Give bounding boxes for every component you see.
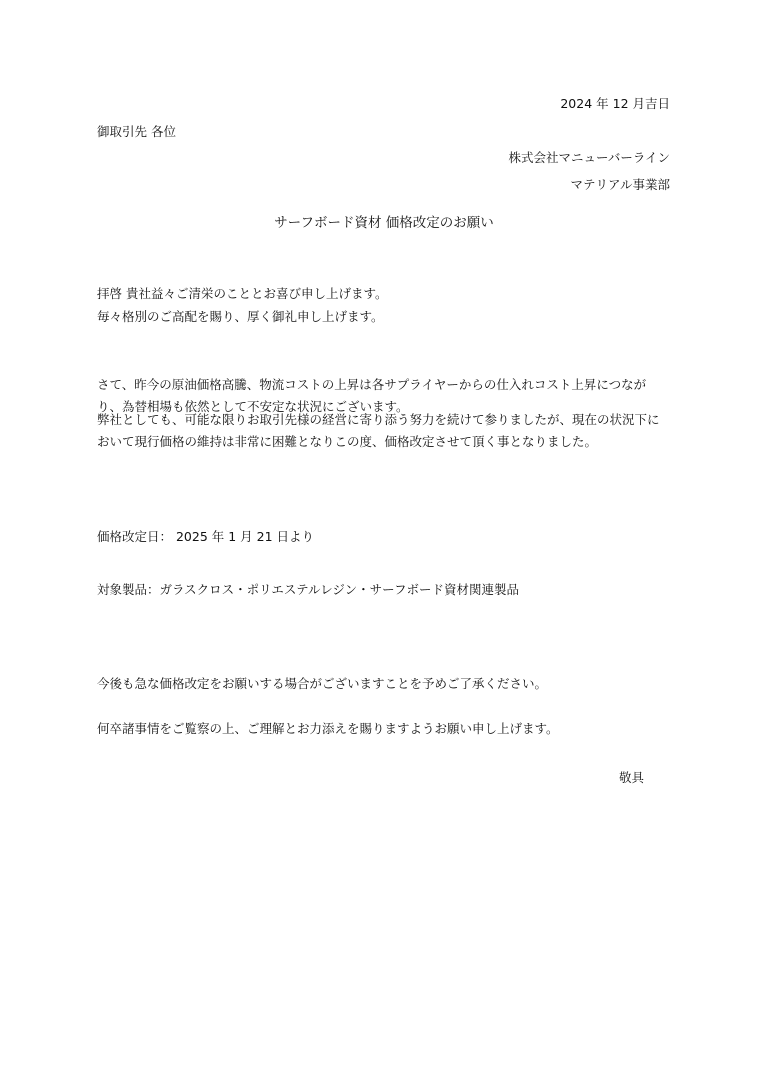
sender-company: 株式会社マニューバーライン <box>508 150 670 165</box>
greeting-line-1: 拝啓 貴社益々ご清栄のこととお喜び申し上げます。 <box>97 286 388 301</box>
future-notice: 今後も急な価格改定をお願いする場合がございますことを予めご了承ください。 <box>97 676 548 691</box>
price-revision-date: 価格改定日： 2025 年 1 月 21 日より <box>97 529 315 544</box>
recipient-line: 御取引先 各位 <box>97 124 176 139</box>
body-paragraph-1: さて、昨今の原油価格高騰、物流コストの上昇は各サプライヤーからの仕入れコスト上昇につながり、為替相場も依然として不安定な状況にございます。 <box>97 377 647 414</box>
greeting-line-2: 毎々格別のご高配を賜り、厚く御礼申し上げます。 <box>97 309 384 324</box>
sender-division: マテリアル事業部 <box>570 177 670 192</box>
closing-word: 敬具 <box>618 770 644 785</box>
letter-date: 2024 年 12 月吉日 <box>560 96 670 111</box>
letter-title: サーフボード資材 価格改定のお願い <box>274 215 494 231</box>
request-line: 何卒諸事情をご覧察の上、ご理解とお力添えを賜りますようお願い申し上げます。 <box>97 721 559 736</box>
target-products: 対象製品：ガラスクロス・ポリエステルレジン・サーフボード資材関連製品 <box>97 582 519 597</box>
body-paragraph-2: 弊社としても、可能な限りお取引先様の経営に寄り添う努力を続けて参りましたが、現在の状況下において現行価格の維持は非常に困難となりこの度、価格改定させて頂く事となりました。 <box>97 412 660 449</box>
